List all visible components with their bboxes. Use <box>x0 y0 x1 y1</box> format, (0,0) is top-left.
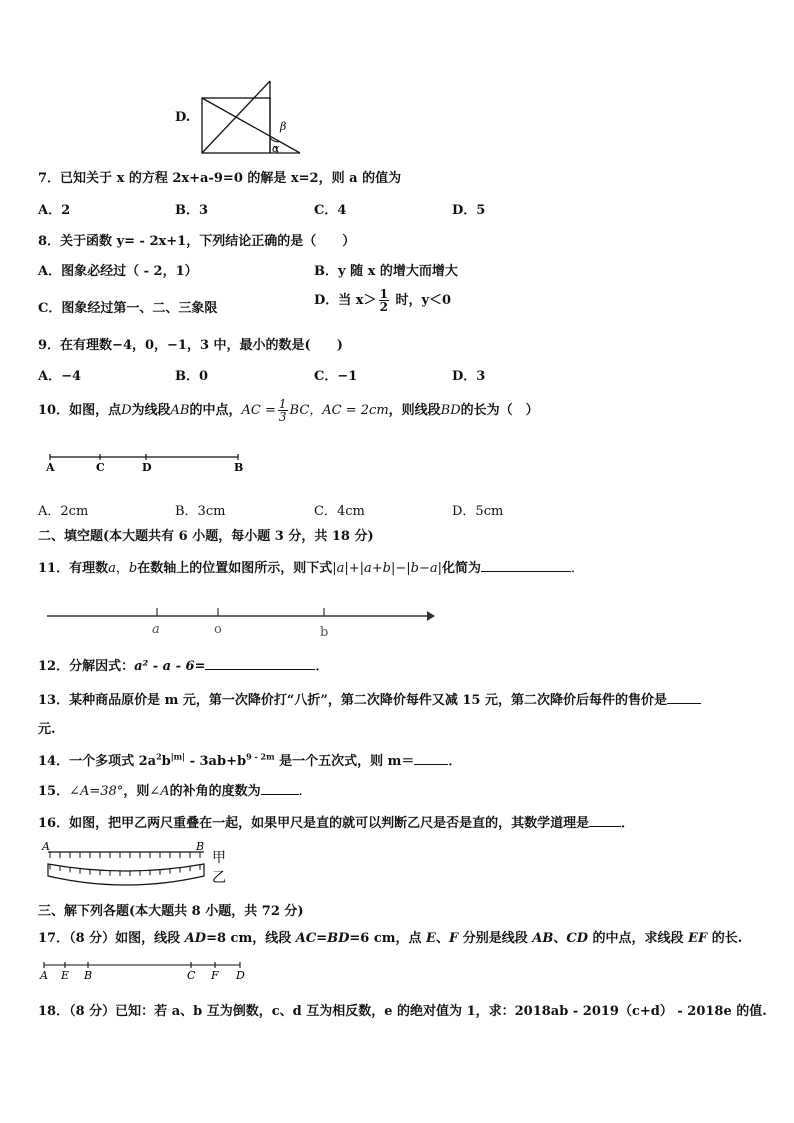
q11-end: ． <box>570 561 584 576</box>
q17-label-e: E <box>61 969 70 982</box>
q17-p5: 分别是线段 <box>458 931 533 946</box>
q15-prefix: 15． <box>38 784 70 799</box>
q15-angle2: ∠A <box>149 784 170 799</box>
q12-stem <box>38 655 328 674</box>
q14-mid2: - 3ab+b <box>185 754 247 769</box>
q8-option-d-suffix: 时，y＜0 <box>390 293 452 308</box>
q11-stem-prefix: 11．有理数 <box>38 561 109 576</box>
q13-line2: 元. <box>38 722 56 737</box>
q11-var-a: a <box>108 561 116 576</box>
q17-stem <box>38 927 742 946</box>
q10-point-d: D <box>121 403 132 418</box>
q17-e: E <box>426 931 436 946</box>
q12-end: ． <box>315 659 329 674</box>
q11-answer-blank[interactable] <box>481 559 571 572</box>
q14-end: ． <box>448 754 462 769</box>
q17-p6: 、 <box>553 931 567 946</box>
section-3-heading: 三、解下列各题(本大题共 8 小题，共 72 分) <box>38 904 304 919</box>
q14-mid1: b <box>161 754 171 769</box>
q11-var-b: b <box>128 561 138 576</box>
q8-option-d-prefix: D．当 x＞ <box>314 293 377 308</box>
q9-option-b: B．0 <box>175 369 209 384</box>
q10-option-a: A．2cm <box>38 504 89 519</box>
q16-ruler-yi <box>48 864 204 885</box>
q17-p2: = <box>316 931 328 946</box>
q17-p4: 、 <box>435 931 449 946</box>
q7-option-b: B．3 <box>175 203 209 218</box>
section-2-heading: 二、填空题(本大题共有 6 小题，每小题 3 分，共 18 分) <box>38 529 374 544</box>
q7-option-d: D．5 <box>452 203 486 218</box>
q10-stem-mid1: 为线段 <box>131 403 171 418</box>
q17-label-b: B <box>84 969 93 982</box>
q11-stem <box>38 557 584 576</box>
q10-fraction-numerator: 1 <box>278 397 287 411</box>
q8-stem: 8．关于函数 y= - 2x+1，下列结论正确的是（ ） <box>38 234 356 249</box>
q8-fraction-numerator: 1 <box>379 287 388 301</box>
q10-option-d: D．5cm <box>452 504 504 519</box>
q12-expression: a² - a - 6= <box>134 659 206 674</box>
q8-fraction-denominator: 2 <box>379 300 388 314</box>
q10-option-c: C．4cm <box>314 504 365 519</box>
q10-segment-ab: AB <box>170 403 190 418</box>
q15-mid: ，则 <box>123 784 150 799</box>
q17-label-d: D <box>236 969 245 982</box>
q16-label-a: A <box>42 840 50 853</box>
q16-end: ． <box>621 816 635 831</box>
q10-label-b: B <box>234 461 244 474</box>
beta-label: β <box>280 120 287 133</box>
q10-stem-prefix: 10．如图，点 <box>38 403 122 418</box>
q10-fraction <box>278 398 288 423</box>
q10-eq2: ，AC = 2cm <box>309 403 389 418</box>
q16-ruler-yi-label: 乙 <box>212 870 226 886</box>
q10-label-d: D <box>142 461 152 474</box>
q10-fraction-denominator: 3 <box>278 410 287 424</box>
q14-sup2: |m| <box>170 751 186 762</box>
q11-axis-arrow <box>427 611 435 621</box>
q16-ruler-jia-label: 甲 <box>212 850 226 866</box>
q14-sup1: 2 <box>156 751 162 762</box>
q10-eq1-right: BC <box>289 403 310 418</box>
q6-option-d-figure <box>195 78 310 158</box>
q17-label-f: F <box>211 969 219 982</box>
q15-stem <box>38 780 303 799</box>
q6-option-d-label: D. <box>175 110 191 125</box>
q13-line1 <box>38 689 701 708</box>
q10-label-c: C <box>96 461 105 474</box>
q12-prefix: 12．分解因式： <box>38 659 135 674</box>
q17-label-c: C <box>187 969 196 982</box>
q10-stem-mid3: ，则线段 <box>388 403 441 418</box>
q8-option-a: A．图象必经过（ - 2，1） <box>38 264 198 279</box>
q17-bd: BD <box>327 931 350 946</box>
q16-ruler-yi-ticks <box>50 864 200 876</box>
q11-expression: |a|+|a+b|−|b−a| <box>332 561 442 576</box>
q9-option-c: C．−1 <box>314 369 358 384</box>
q14-answer-blank[interactable] <box>414 752 448 765</box>
q10-segment-figure <box>40 450 250 474</box>
q17-segment-figure <box>38 958 253 982</box>
q10-label-a: A <box>46 461 55 474</box>
q15-answer-blank[interactable] <box>261 782 299 795</box>
figure-diagonal-2 <box>202 81 270 153</box>
q16-answer-blank[interactable] <box>589 814 621 827</box>
q17-p7: 的中点，求线段 <box>587 931 689 946</box>
alpha-label: α <box>272 142 280 155</box>
q14-sup3: 9 - 2m <box>246 751 275 762</box>
q12-answer-blank[interactable] <box>205 657 315 670</box>
q14-stem <box>38 750 461 769</box>
q11-axis-label-o: o <box>214 622 222 637</box>
q16-rulers-figure <box>38 838 238 888</box>
q15-end: . <box>298 784 303 799</box>
q7-option-c: C．4 <box>314 203 347 218</box>
q10-segment-bd: BD <box>440 403 461 418</box>
q14-prefix: 14．一个多项式 2a <box>38 754 157 769</box>
q17-p3: =6 cm，点 <box>349 931 427 946</box>
q16-label-b: B <box>196 840 205 853</box>
q17-f: F <box>448 931 459 946</box>
q9-option-a: A．−4 <box>38 369 82 384</box>
q16-text: 16．如图，把甲乙两尺重叠在一起，如果甲尺是直的就可以判断乙尺是否是直的，其数学道理是 <box>38 816 590 831</box>
q13-text: 13．某种商品原价是 m 元，第一次降价打“八折”，第二次降价每件又减 15 元，第二次降价后每件的售价是 <box>38 693 667 708</box>
q8-option-d <box>314 288 451 313</box>
q10-stem-suffix: 的长为（ ） <box>460 403 539 418</box>
q11-axis-label-a: a <box>152 622 160 637</box>
q11-stem-suffix: 化简为 <box>441 561 481 576</box>
q17-ac: AC <box>295 931 317 946</box>
q17-p8: 的长. <box>707 931 743 946</box>
q11-number-line <box>45 600 435 642</box>
q15-suffix: 的补角的度数为 <box>169 784 261 799</box>
q18-stem: 18．（8 分）已知：若 a、b 互为倒数，c、d 互为相反数，e 的绝对值为 1，求：2018ab - 2019（c+d） - 2018e 的值. <box>38 1004 767 1019</box>
q8-option-b: B．y 随 x 的增大而增大 <box>314 264 458 279</box>
q7-stem: 7．已知关于 x 的方程 2x+a-9=0 的解是 x=2，则 a 的值为 <box>38 171 402 186</box>
q16-stem <box>38 812 634 831</box>
q11-stem-mid: 在数轴上的位置如图所示，则下式 <box>137 561 333 576</box>
q10-option-b: B．3cm <box>175 504 226 519</box>
q9-stem: 9．在有理数−4，0，−1，3 中，最小的数是( ) <box>38 338 343 353</box>
q11-axis-label-b: b <box>320 625 329 640</box>
q17-p1: =8 cm，线段 <box>206 931 296 946</box>
q11-separator: ， <box>115 561 129 576</box>
q17-ad: AD <box>184 931 207 946</box>
q8-fraction <box>379 288 389 313</box>
q15-angle: ∠A=38° <box>69 784 124 799</box>
q13-answer-blank[interactable] <box>667 691 701 704</box>
q10-stem <box>38 398 539 423</box>
q10-eq1-left: AC = <box>241 403 276 418</box>
q17-prefix: 17．（8 分）如图，线段 <box>38 931 185 946</box>
q8-option-c: C．图象经过第一、二、三象限 <box>38 301 218 316</box>
q17-label-a: A <box>40 969 48 982</box>
q14-suffix: 是一个五次式，则 m＝ <box>274 754 415 769</box>
q10-stem-mid2: 的中点， <box>189 403 242 418</box>
q17-cd: CD <box>566 931 588 946</box>
q9-option-d: D．3 <box>452 369 486 384</box>
figure-rectangle <box>202 98 270 153</box>
q16-ruler-jia-ticks <box>50 852 200 858</box>
q17-ef: EF <box>688 931 708 946</box>
q7-option-a: A．2 <box>38 203 71 218</box>
q17-ab: AB <box>532 931 554 946</box>
